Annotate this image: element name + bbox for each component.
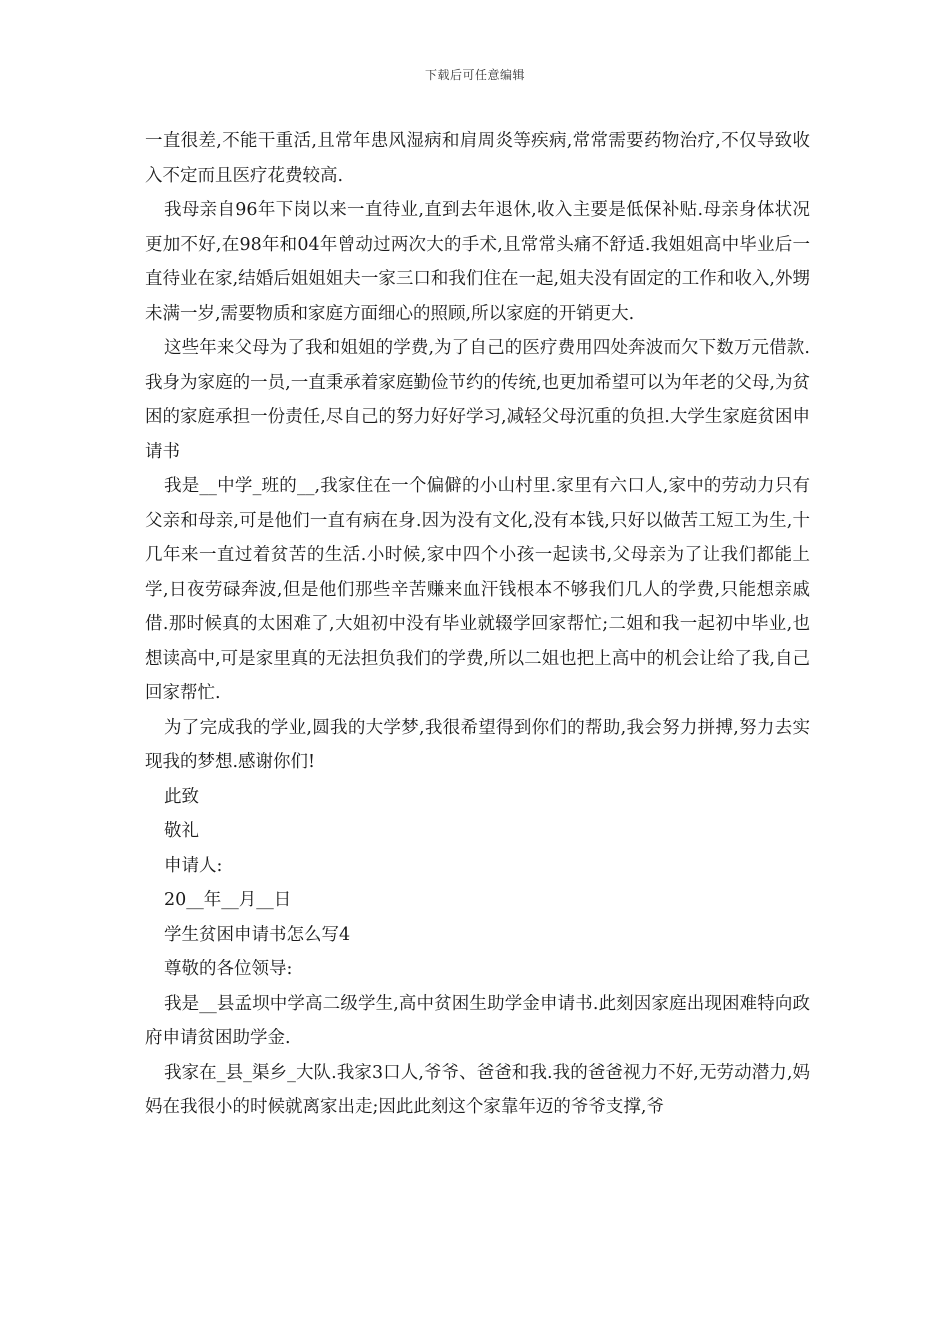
- salutation-jing-li: 敬礼: [164, 821, 199, 841]
- applicant-label: 申请人:: [164, 855, 223, 876]
- paragraph-home-2: 我家在_县_渠乡_大队.我家3口人,爷爷、爸爸和我.我的爸爸视力不好,无劳动潜力,妈妈在我很小的时候就离家出走;因此此刻这个家靠年迈的爷爷支撑,爷: [145, 1062, 810, 1117]
- greeting: 尊敬的各位领导:: [164, 959, 293, 979]
- paragraph-intro-2: 我是__县孟坝中学高二级学生,高中贫困生助学金申请书.此刻因家庭出现困难特向政府申请贫困助学金.: [145, 993, 810, 1048]
- paragraph-hope: 为了完成我的学业,圆我的大学梦,我很希望得到你们的帮助,我会努力拼搏,努力去实现我的梦想.感谢你们!: [145, 717, 810, 772]
- paragraph-debts: 这些年来父母为了我和姐姐的学费,为了自己的医疗费用四处奔波而欠下数万元借款.我身为家庭的一员,一直秉承着家庭勤俭节约的传统,也更加希望可以为年老的父母,为贫困的家庭承担一份责任,尽自己的努力好好学习,减轻父母沉重的负担.大学生家庭贫困申请书: [145, 338, 810, 462]
- paragraph-family: 我是__中学_班的__,我家住在一个偏僻的小山村里.家里有六口人,家中的劳动力只有父亲和母亲,可是他们一直有病在身.因为没有文化,没有本钱,只好以做苦工短工为生,十几年来一直过着贫苦的生活.小时候,家中四个小孩一起读书,父母亲为了让我们都能上学,日夜劳碌奔波,但是他们那些辛苦赚来血汗钱根本不够我们几人的学费,只能想亲戚借.那时候真的太困难了,大姐初中没有毕业就辍学回家帮忙;二姐和我一起初中毕业,也想读高中,可是家里真的无法担负我们的学费,所以二姐也把上高中的机会让给了我,自己回家帮忙.: [145, 476, 810, 703]
- section-title: 学生贫困申请书怎么写4: [164, 924, 351, 945]
- paragraph-continued: 一直很差,不能干重活,且常年患风湿病和肩周炎等疾病,常常需要药物治疗,不仅导致收入不定而且医疗花费较高.: [145, 131, 810, 186]
- page-header-note: 下载后可任意编辑: [424, 68, 525, 82]
- salutation-ci-zhi: 此致: [164, 786, 199, 807]
- date-line: 20__年__月__日: [164, 890, 292, 910]
- document-body: [145, 124, 810, 1125]
- paragraph-mother: 我母亲自96年下岗以来一直待业,直到去年退休,收入主要是低保补贴.母亲身体状况更加不好,在98年和04年曾动过两次大的手术,且常常头痛不舒适.我姐姐高中毕业后一直待业在家,结婚后姐姐姐夫一家三口和我们住在一起,姐夫没有固定的工作和收入,外甥未满一岁,需要物质和家庭方面细心的照顾,所以家庭的开销更大.: [145, 200, 810, 324]
